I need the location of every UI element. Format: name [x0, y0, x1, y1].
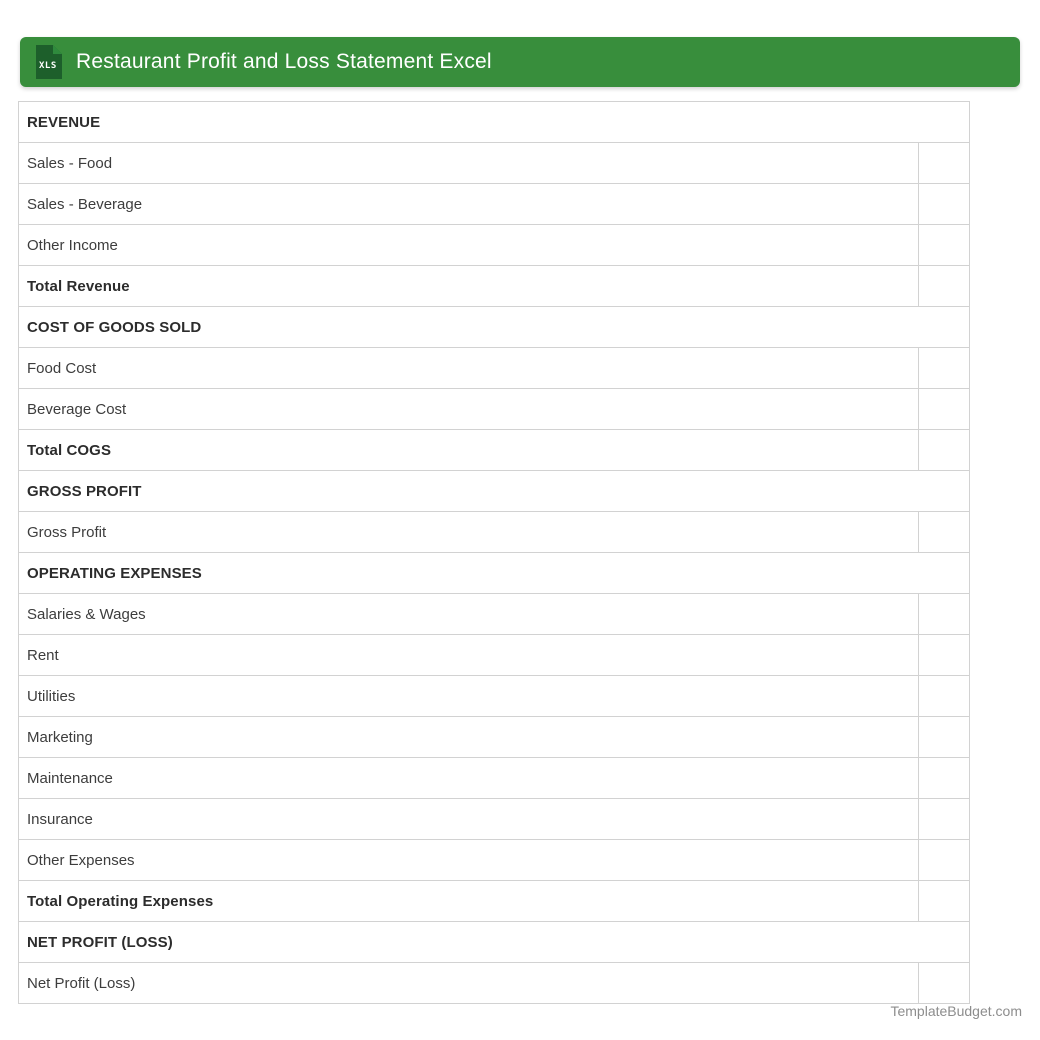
section-row: [19, 471, 969, 512]
table-row: [19, 676, 969, 717]
row-label: Total Revenue: [27, 277, 130, 295]
row-label: Insurance: [27, 810, 93, 828]
value-cell[interactable]: [918, 799, 969, 839]
value-cell[interactable]: [918, 881, 969, 921]
value-cell[interactable]: [918, 348, 969, 388]
table-row: [19, 799, 969, 840]
value-cell[interactable]: [918, 840, 969, 880]
table-row: [19, 143, 969, 184]
row-label: OPERATING EXPENSES: [27, 564, 202, 582]
row-label: Maintenance: [27, 769, 113, 787]
table-row: [19, 225, 969, 266]
footer-watermark: TemplateBudget.com: [890, 1003, 1022, 1019]
value-cell[interactable]: [918, 758, 969, 798]
table-row: [19, 635, 969, 676]
row-label: GROSS PROFIT: [27, 482, 142, 500]
table-row: [19, 266, 969, 307]
value-cell[interactable]: [918, 963, 969, 1003]
value-cell[interactable]: [918, 594, 969, 634]
value-cell[interactable]: [918, 184, 969, 224]
row-label: COST OF GOODS SOLD: [27, 318, 202, 336]
xls-file-icon: [36, 45, 62, 79]
section-row: [19, 307, 969, 348]
row-label: Salaries & Wages: [27, 605, 146, 623]
row-label: Other Income: [27, 236, 118, 254]
table-row: [19, 963, 969, 1003]
row-label: Rent: [27, 646, 59, 664]
value-cell[interactable]: [918, 717, 969, 757]
row-label: Sales - Food: [27, 154, 113, 172]
value-cell[interactable]: [918, 143, 969, 183]
value-cell[interactable]: [918, 389, 969, 429]
row-label: Total COGS: [27, 441, 112, 459]
row-label: Beverage Cost: [27, 400, 127, 418]
section-row: [19, 553, 969, 594]
row-label: Gross Profit: [27, 523, 107, 541]
table-row: [19, 389, 969, 430]
table-row: [19, 758, 969, 799]
row-label: Sales - Beverage: [27, 195, 143, 213]
section-row: [19, 922, 969, 963]
value-cell[interactable]: [918, 266, 969, 306]
page-title: Restaurant Profit and Loss Statement Excel: [76, 50, 492, 73]
row-label: NET PROFIT (LOSS): [27, 933, 173, 951]
value-cell[interactable]: [918, 676, 969, 716]
title-bar: [20, 37, 1020, 87]
row-label: REVENUE: [27, 113, 101, 131]
value-cell[interactable]: [918, 430, 969, 470]
table-row: [19, 430, 969, 471]
table-row: [19, 881, 969, 922]
row-label: Utilities: [27, 687, 76, 705]
table-row: [19, 184, 969, 225]
table-row: [19, 594, 969, 635]
section-row: [19, 102, 969, 143]
pnl-table: [18, 101, 970, 1004]
row-label: Marketing: [27, 728, 93, 746]
table-row: [19, 840, 969, 881]
value-cell[interactable]: [918, 512, 969, 552]
value-cell[interactable]: [918, 635, 969, 675]
row-label: Total Operating Expenses: [27, 892, 214, 910]
table-row: [19, 348, 969, 389]
table-row: [19, 512, 969, 553]
row-label: Other Expenses: [27, 851, 135, 869]
svg-text:XLS: XLS: [39, 61, 57, 71]
table-row: [19, 717, 969, 758]
row-label: Net Profit (Loss): [27, 974, 136, 992]
row-label: Food Cost: [27, 359, 97, 377]
value-cell[interactable]: [918, 225, 969, 265]
